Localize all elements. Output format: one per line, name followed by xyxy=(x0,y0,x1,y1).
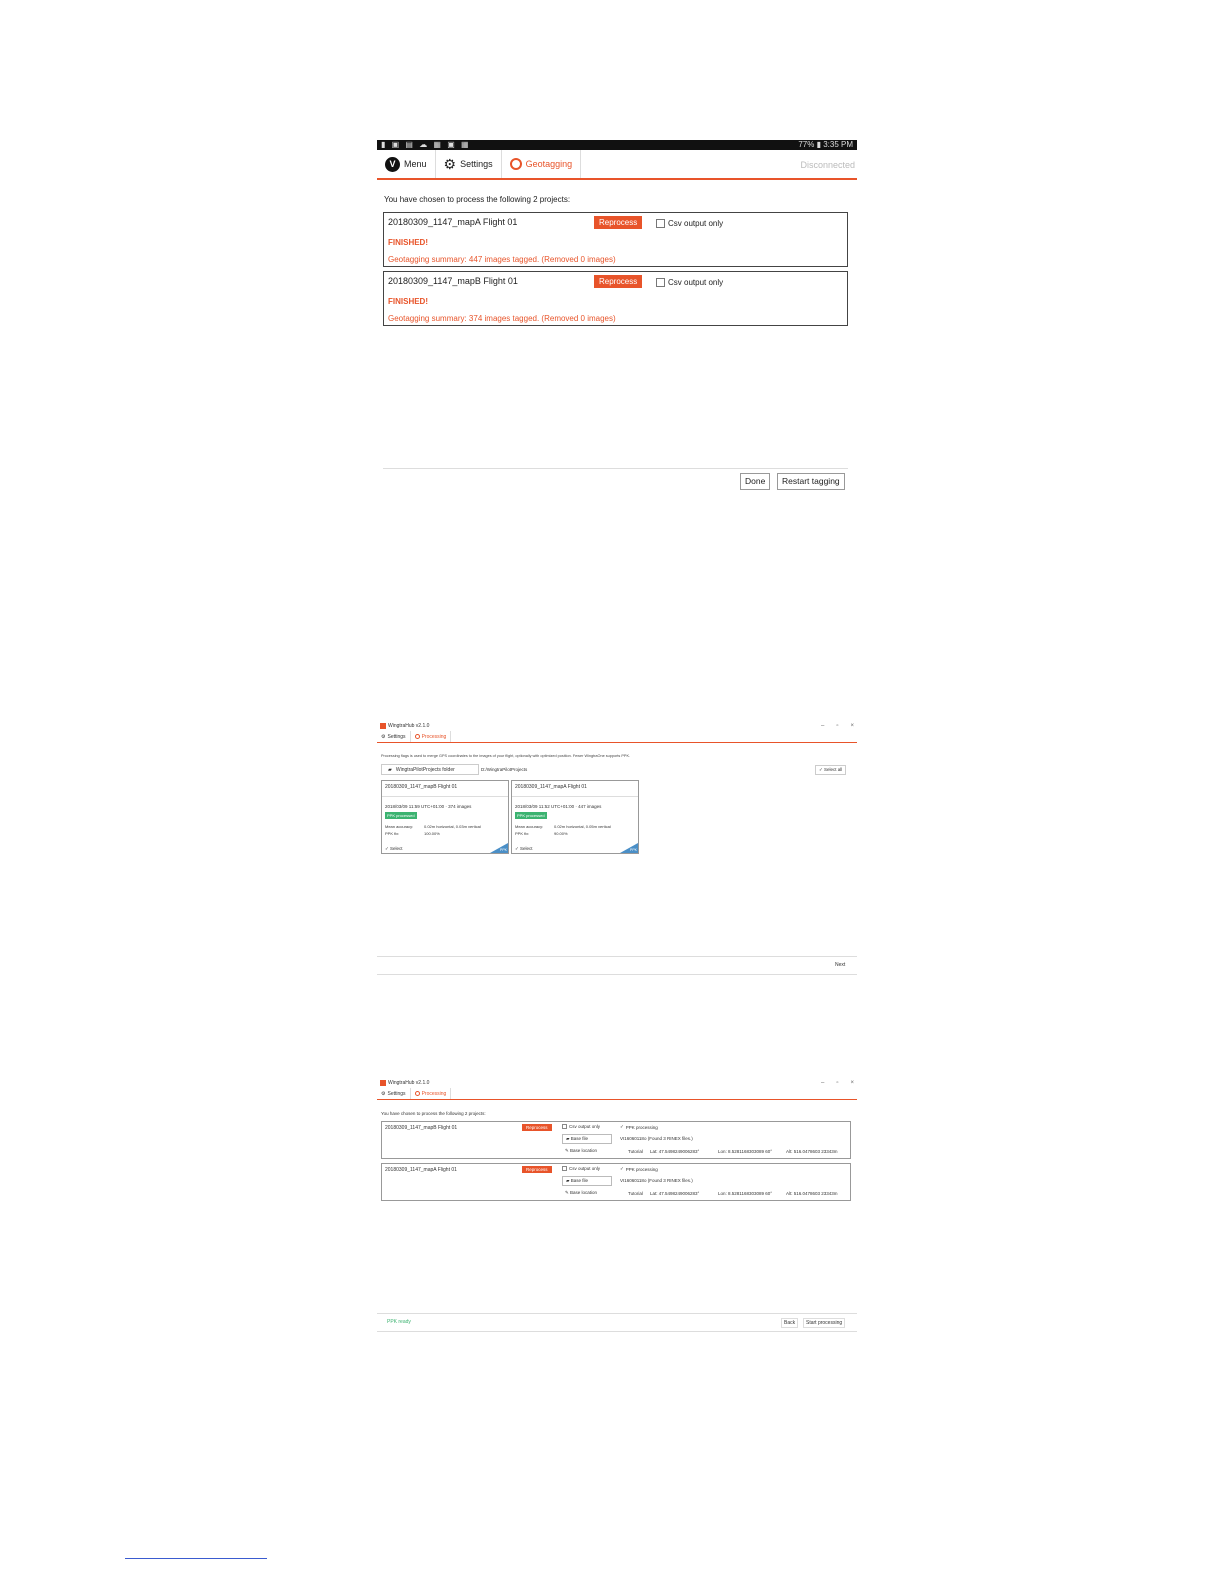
csv-label: Csv output only xyxy=(569,1124,601,1129)
folder-path: D:/WingtraPilotProjects xyxy=(481,767,528,772)
ppk-fix-label: PPK fix: xyxy=(385,831,400,836)
menu-tab[interactable] xyxy=(377,150,436,178)
connection-status: Disconnected xyxy=(800,160,855,170)
card-divider xyxy=(382,796,508,797)
restart-tagging-button[interactable]: Restart tagging xyxy=(777,473,845,490)
base-location-source: Tutorial xyxy=(628,1149,643,1154)
folder-icon: ▰ xyxy=(388,766,392,773)
project-panel xyxy=(383,271,848,326)
folder-button-label: WingtraPilotProjects folder xyxy=(395,766,455,773)
base-file-button[interactable] xyxy=(562,1176,612,1186)
status-time: 77% ▮ 3:35 PM xyxy=(798,140,853,149)
tab-bar xyxy=(377,731,857,743)
project-name: 20180309_1147_mapA Flight 01 xyxy=(385,1167,457,1173)
gear-icon: ⚙ xyxy=(381,1090,386,1097)
tab-settings[interactable] xyxy=(377,1088,411,1099)
app-logo-icon xyxy=(380,1080,386,1086)
csv-output-checkbox[interactable] xyxy=(562,1166,600,1171)
csv-label: Csv output only xyxy=(668,219,724,228)
intro-text: You have chosen to process the following 2 projects: xyxy=(381,1111,486,1116)
minimize-icon[interactable]: – xyxy=(821,1079,825,1086)
ppk-fix-value: 100.00% xyxy=(424,831,440,836)
base-file-label: Base file xyxy=(570,1178,588,1183)
base-file-label: Base file xyxy=(570,1136,588,1141)
geotagging-summary: Geotagging summary: 374 images tagged. (Removed 0 images) xyxy=(388,314,616,323)
reprocess-button[interactable]: Reprocess xyxy=(594,275,642,288)
card-project-name: 20180309_1147_mapB Flight 01 xyxy=(385,784,458,790)
ppk-label: PPK processing xyxy=(625,1166,658,1172)
location-pin-icon xyxy=(415,1091,420,1096)
geotagging-summary: Geotagging summary: 447 images tagged. (Removed 0 images) xyxy=(388,255,616,264)
next-button[interactable]: Next xyxy=(835,962,846,968)
csv-output-checkbox[interactable] xyxy=(656,278,723,287)
geotagging-tab[interactable] xyxy=(502,150,582,178)
restore-icon[interactable]: ▫ xyxy=(836,722,839,729)
intro-text: You have chosen to process the following 2 projects: xyxy=(384,195,571,204)
footer-divider xyxy=(383,468,848,469)
tab-settings[interactable] xyxy=(377,731,411,742)
ppk-processing-checkbox[interactable] xyxy=(620,1124,658,1130)
description-text: Processing flags is used to merge GPS coordinates to the images of your flight, optionally with optimized position. Fewer WingtraOne supports PPK. xyxy=(381,754,631,758)
checkbox-icon xyxy=(562,1124,567,1129)
footer-divider xyxy=(377,956,857,957)
footnote-rule xyxy=(125,1558,267,1559)
ppk-fix-label: PPK fix: xyxy=(515,831,530,836)
menu-label: Menu xyxy=(404,159,427,169)
project-name: 20180309_1147_mapA Flight 01 xyxy=(388,217,518,227)
tab-processing[interactable] xyxy=(411,731,452,742)
accuracy-value: 0.02m horizontal, 0.03m vertical xyxy=(424,824,481,829)
restore-icon[interactable]: ▫ xyxy=(836,1079,839,1086)
status-text: FINISHED! xyxy=(388,238,428,247)
pencil-icon: ✎ xyxy=(565,1190,569,1195)
base-longitude: Lon: 8.5281168303089 60° xyxy=(718,1149,773,1154)
location-pin-icon xyxy=(415,734,420,739)
window-titlebar xyxy=(377,720,857,731)
settings-label: Settings xyxy=(460,159,493,169)
pencil-icon: ✎ xyxy=(565,1148,569,1153)
reprocess-button[interactable]: Reprocess xyxy=(522,1166,552,1173)
tab-settings-label: Settings xyxy=(387,1090,406,1097)
settings-tab[interactable] xyxy=(436,150,502,178)
close-icon[interactable]: × xyxy=(850,1079,854,1086)
base-location-label: Base location xyxy=(570,1148,598,1153)
select-label: Select xyxy=(520,846,533,851)
accuracy-value: 0.02m horizontal, 0.05m vertical xyxy=(554,824,611,829)
back-button[interactable]: Back xyxy=(781,1318,798,1328)
window-title: WingtraHub v2.1.0 xyxy=(388,722,430,729)
base-file-button[interactable] xyxy=(562,1134,612,1144)
tab-bar xyxy=(377,1088,857,1100)
ppk-label: PPK processing xyxy=(625,1124,658,1130)
checkbox-icon xyxy=(562,1166,567,1171)
card-date: 2018/03/09 11:59 UTC+01:00 · 374 images xyxy=(385,804,472,809)
project-name: 20180309_1147_mapB Flight 01 xyxy=(388,276,518,286)
select-all-button[interactable] xyxy=(815,765,846,775)
base-longitude: Lon: 8.5281168303089 60° xyxy=(718,1191,773,1196)
ppk-badge: PPK processed xyxy=(387,813,415,818)
geotagging-label: Geotagging xyxy=(525,159,573,169)
csv-label: Csv output only xyxy=(668,278,724,287)
project-card[interactable] xyxy=(511,780,639,854)
app-logo-icon xyxy=(380,723,386,729)
project-name: 20180309_1147_mapB Flight 01 xyxy=(385,1125,458,1131)
card-date: 2018/03/09 11:52 UTC+01:00 · 447 images xyxy=(515,804,602,809)
base-file-value: VI16060118o (Found 3 RINEX files.) xyxy=(620,1136,693,1141)
project-panel xyxy=(383,212,848,267)
select-checkbox[interactable]: ✓ Select xyxy=(515,846,533,851)
select-label: Select xyxy=(390,846,403,851)
tab-processing-label: Processing xyxy=(421,733,447,740)
select-all-label: Select all xyxy=(824,767,843,772)
checkbox-icon xyxy=(656,219,665,228)
footer-divider xyxy=(377,1331,857,1332)
ppk-status: PPK ready xyxy=(387,1319,411,1325)
check-icon: ✓ xyxy=(620,1124,624,1129)
reprocess-button[interactable]: Reprocess xyxy=(522,1124,552,1131)
tab-processing[interactable] xyxy=(411,1088,452,1099)
gear-icon: ⚙ xyxy=(381,733,386,740)
desktop-processing-screenshot xyxy=(377,1077,857,1333)
csv-output-checkbox[interactable] xyxy=(656,219,723,228)
base-location-button[interactable] xyxy=(562,1189,612,1197)
tablet-screenshot xyxy=(377,140,857,495)
project-card[interactable] xyxy=(381,780,509,854)
checkbox-icon xyxy=(656,278,665,287)
tab-processing-label: Processing xyxy=(421,1090,447,1097)
status-text: FINISHED! xyxy=(388,297,428,306)
project-row xyxy=(381,1163,851,1201)
window-titlebar xyxy=(377,1077,857,1088)
base-altitude: Alt: 516.0478603 23343m xyxy=(786,1149,838,1154)
reprocess-button[interactable]: Reprocess xyxy=(594,216,642,229)
ppk-badge: PPK processed xyxy=(517,813,545,818)
location-pin-icon xyxy=(510,158,522,170)
close-icon[interactable]: × xyxy=(850,722,854,729)
ppk-processing-checkbox[interactable] xyxy=(620,1166,658,1172)
gear-icon: ⚙ xyxy=(443,155,457,172)
accuracy-label: Mean accuracy: xyxy=(515,824,544,829)
csv-label: Csv output only xyxy=(569,1166,601,1171)
base-file-value: VI16060118o (Found 3 RINEX files.) xyxy=(620,1178,693,1183)
base-location-source: Tutorial xyxy=(628,1191,643,1196)
base-location-button[interactable] xyxy=(562,1147,612,1155)
status-bar xyxy=(377,140,857,150)
ppk-corner-label: PPK xyxy=(499,848,507,852)
folder-icon: ▰ xyxy=(566,1178,570,1183)
base-latitude: Lat: 47.5498249006283° xyxy=(650,1149,700,1154)
footer-divider xyxy=(377,974,857,975)
check-icon: ✓ xyxy=(620,1166,624,1171)
tab-settings-label: Settings xyxy=(387,733,406,740)
ppk-fix-value: 90.00% xyxy=(554,831,568,836)
window-title: WingtraHub v2.1.0 xyxy=(388,1079,430,1086)
nav-bar xyxy=(377,150,857,180)
footer-divider xyxy=(377,1313,857,1314)
desktop-selection-screenshot xyxy=(377,720,857,976)
base-latitude: Lat: 47.5498249006283° xyxy=(650,1191,700,1196)
start-processing-button[interactable]: Start processing xyxy=(803,1318,845,1328)
base-altitude: Alt: 516.0478603 23343m xyxy=(786,1191,838,1196)
card-divider xyxy=(512,796,638,797)
card-project-name: 20180309_1147_mapA Flight 01 xyxy=(515,784,587,790)
checkbox-icon: ✓ xyxy=(819,767,823,772)
minimize-icon[interactable]: – xyxy=(821,722,825,729)
status-icons: ▮ ▣ ▤ ☁ ▦ ▣ ▦ xyxy=(381,140,471,149)
done-button[interactable]: Done xyxy=(740,473,770,490)
wingtra-logo-icon: V xyxy=(385,157,400,172)
ppk-corner-label: PPK xyxy=(629,848,637,852)
select-checkbox[interactable]: ✓ Select xyxy=(385,846,403,851)
base-location-label: Base location xyxy=(570,1190,598,1195)
accuracy-label: Mean accuracy: xyxy=(385,824,414,829)
csv-output-checkbox[interactable] xyxy=(562,1124,600,1129)
project-row xyxy=(381,1121,851,1159)
folder-button[interactable] xyxy=(381,764,479,775)
folder-icon: ▰ xyxy=(566,1136,570,1141)
